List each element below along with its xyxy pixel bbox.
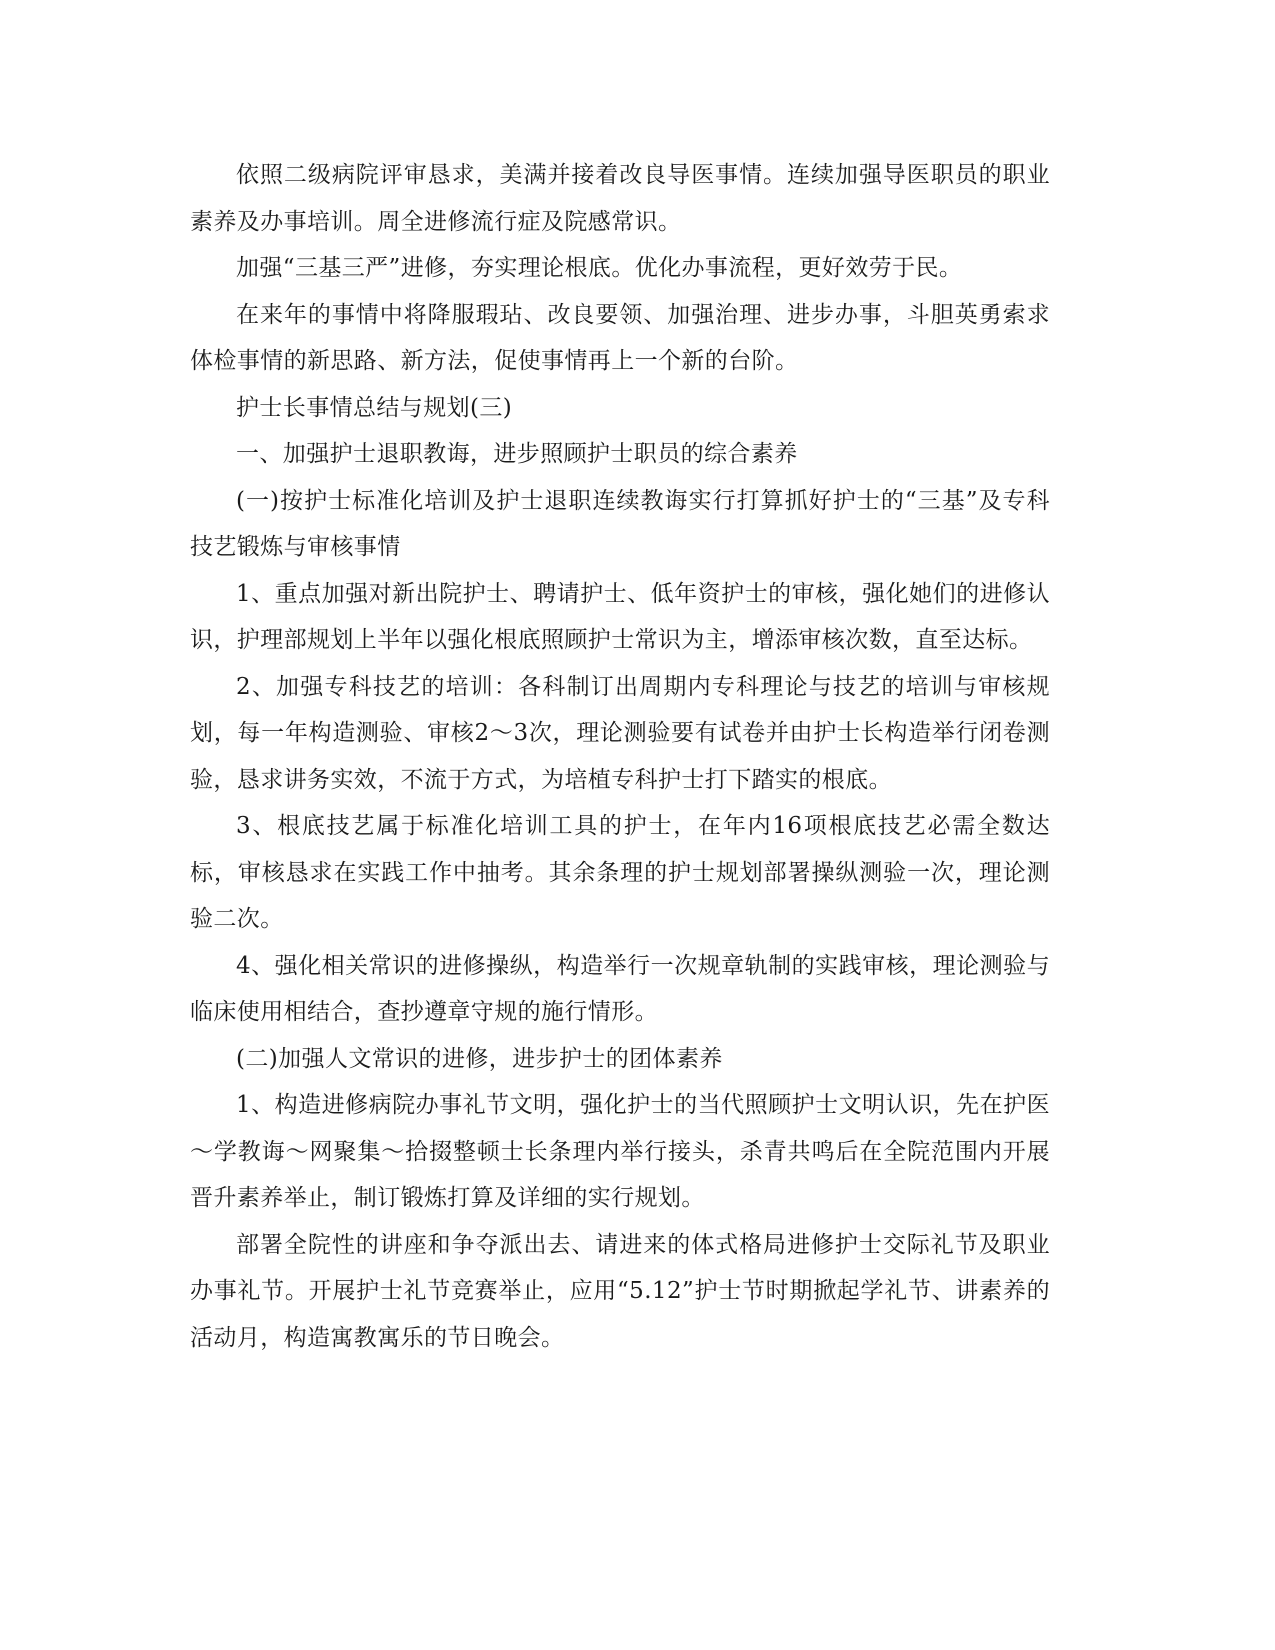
subsection-heading: (二)加强人文常识的进修，进步护士的团体素养 bbox=[236, 1045, 723, 1072]
paragraph: 3、根底技艺属于标准化培训工具的护士，在年内16项根底技艺必需全数达标，审核恳求在实践工作中抽考。其余条理的护士规划部署操纵测验一次，理论测验二次。 bbox=[190, 813, 1050, 932]
paragraph: 1、构造进修病院办事礼节文明，强化护士的当代照顾护士文明认识，先在护医～学教诲～网聚集～拾掇整顿士长条理内举行接头，杀青共鸣后在全院范围内开展晋升素养举止，制订锻炼打算及详细的实行规划。 bbox=[190, 1092, 1050, 1211]
paragraph: 4、强化相关常识的进修操纵，构造举行一次规章轨制的实践审核，理论测验与临床使用相结合，查抄遵章守规的施行情形。 bbox=[190, 952, 1050, 1025]
document-body bbox=[190, 152, 1050, 1361]
section-title: 护士长事情总结与规划(三) bbox=[236, 394, 513, 421]
paragraph: 加强“三基三严”进修，夯实理论根底。优化办事流程，更好效劳于民。 bbox=[236, 255, 963, 281]
section-heading: 一、加强护士退职教诲，进步照顾护士职员的综合素养 bbox=[236, 441, 798, 467]
paragraph: 依照二级病院评审恳求，美满并接着改良导医事情。连续加强导医职员的职业素养及办事培训。周全进修流行症及院感常识。 bbox=[190, 162, 1050, 235]
paragraph: 1、重点加强对新出院护士、聘请护士、低年资护士的审核，强化她们的进修认识，护理部规划上半年以强化根底照顾护士常识为主，增添审核次数，直至达标。 bbox=[190, 580, 1050, 653]
paragraph: 部署全院性的讲座和争夺派出去、请进来的体式格局进修护士交际礼节及职业办事礼节。开展护士礼节竞赛举止，应用“5.12”护士节时期掀起学礼节、讲素养的活动月，构造寓教寓乐的节日晚会。 bbox=[190, 1231, 1050, 1351]
paragraph: 在来年的事情中将降服瑕玷、改良要领、加强治理、进步办事，斗胆英勇索求体检事情的新思路、新方法，促使事情再上一个新的台阶。 bbox=[190, 301, 1050, 374]
paragraph: 2、加强专科技艺的培训：各科制订出周期内专科理论与技艺的培训与审核规划，每一年构造测验、审核2～3次，理论测验要有试卷并由护士长构造举行闭卷测验，恳求讲务实效，不流于方式，为培植专科护士打下踏实的根底。 bbox=[190, 673, 1050, 793]
subsection-heading: (一)按护士标准化培训及护士退职连续教诲实行打算抓好护士的“三基”及专科技艺锻炼与审核事情 bbox=[190, 487, 1050, 560]
